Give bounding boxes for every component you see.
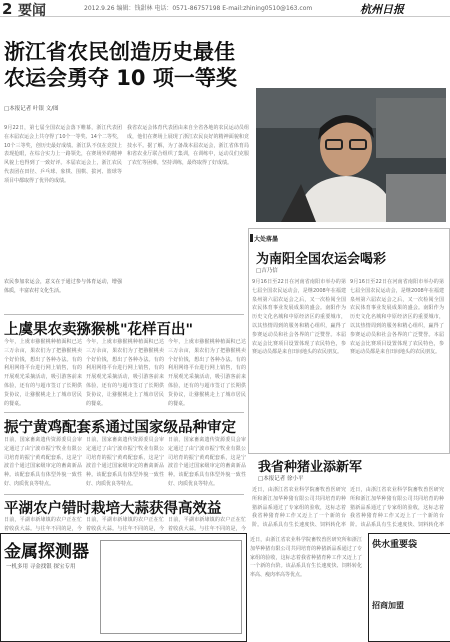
divider xyxy=(4,412,244,413)
garlic-body-col3: 日前，平湖市新埭镇的农户正在忙着收获大蒜。与往年不同的是，今 xyxy=(168,517,246,532)
garlic-headline: 平湖农户错时栽培大蒜获得高效益 xyxy=(4,501,222,517)
tech-body-col1: 近日，由浙江省农业科学院畜牧兽医研究所和浙江加华种猪有限公司共同培育的种猪新品系通过了专家组的验收，这标志着我省种猪育种工作又迈上了一个新的台阶。该品系具有生长速度快、饲料转化率 xyxy=(252,487,346,529)
masthead-meta: 2012.9.26 编辑：钱甜林 电话：0571-86757198 E-mail:zhining0510@163.com xyxy=(84,5,313,12)
divider xyxy=(4,494,244,495)
ad-left-subtitle: 一机多用 寻金找银 探宝专用 xyxy=(6,564,76,570)
essay-body-col1: 9月16日至22日在河南省南阳市举办的第七届全国农民运动会，是继2008年在福建泉州第六届农运会之后，又一次检阅全国农民体育事业发展成果的盛会。南阳作为历史文化名城和中原经济区的重要城市，以其热情周到的服务和精心组织，赢得了参赛运动员和社会各界的广泛赞誉。本届农运会比赛项目设置体现了农民特色，参赛运动员都是来自田间地头的农民朋友。 xyxy=(252,279,346,356)
essay-tag: 大处落墨 xyxy=(254,236,279,243)
garlic-body-col2: 日前，平湖市新埭镇的农户正在忙着收获大蒜。与往年不同的是，今 xyxy=(86,517,164,532)
lead-headline-line1: 浙江省农民创造历史最佳 xyxy=(4,40,235,64)
kiwi-body-col2: 今年，上虞市猕猴桃种植面积已达三万余亩，果农们为了把猕猴桃卖个好价钱，想出了各种办法。有的利用网络平台进行网上销售，有的开展观光采摘活动，吸引游客前来体验，还有的与超市签订了长期供货协议，让猕猴桃走上了城市居民的餐桌。 xyxy=(86,339,164,407)
lead-byline: □本报记者 叶银 文/图 xyxy=(4,106,59,112)
essay-tag-marker xyxy=(250,234,253,242)
chicken-body-col3: 日前，国家畜禽遗传资源委员会审定通过了由宁波市振宁牧业有限公司培育的振宁黄鸡配套系，这是宁波首个通过国家级审定的畜禽新品种。该配套系具有体型外貌一致性好、肉质优良等特点。 xyxy=(168,437,246,487)
lead-photo xyxy=(256,88,446,222)
section-title: 要闻 xyxy=(18,3,46,19)
ad-right-subtitle: 招商加盟 xyxy=(372,601,404,610)
chicken-body-col2: 日前，国家畜禽遗传资源委员会审定通过了由宁波市振宁牧业有限公司培育的振宁黄鸡配套系，这是宁波首个通过国家级审定的畜禽新品种。该配套系具有体型外貌一致性好、肉质优良等特点。 xyxy=(86,437,164,487)
kiwi-body-col1: 今年，上虞市猕猴桃种植面积已达三万余亩，果农们为了把猕猴桃卖个好价钱，想出了各种办法。有的利用网络平台进行网上销售，有的开展观光采摘活动，吸引游客前来体验，还有的与超市签订了长期供货协议，让猕猴桃走上了城市居民的餐桌。 xyxy=(4,339,82,407)
ad-right-headline: 供水重要袋 xyxy=(372,540,418,550)
paper-logo: 杭州日报 xyxy=(360,3,404,16)
page-number: 2 xyxy=(2,0,13,18)
lead-body-col2: 我省农运会体育代表团由来自全省各地的农民运动员组成，他们在赛场上展现了浙江农民良好的精神面貌和竞技水平。据了解，为了备战本届农运会，浙江省体育局和省农业厅联合组织了集训，在训练中，运动员们克服了农忙等困难，坚持训练，最终取得了好成绩。 xyxy=(127,125,249,167)
lead-headline-line2: 农运会勇夺 10 项一等奖 xyxy=(4,66,237,90)
chicken-headline: 振宁黄鸡配套系通过国家级品种审定 xyxy=(4,420,236,436)
chicken-body-col1: 日前，国家畜禽遗传资源委员会审定通过了由宁波市振宁牧业有限公司培育的振宁黄鸡配套系，这是宁波首个通过国家级审定的畜禽新品种。该配套系具有体型外貌一致性好、肉质优良等特点。 xyxy=(4,437,82,487)
ad-left-image xyxy=(100,540,242,634)
kiwi-headline: 上虞果农卖猕猴桃"花样百出" xyxy=(4,322,194,338)
tech-byline: □本报记者 徐小平 xyxy=(258,476,304,482)
essay-byline: □吉乃信 xyxy=(256,268,278,274)
garlic-body-col1: 日前，平湖市新埭镇的农户正在忙着收获大蒜。与往年不同的是，今 xyxy=(4,517,82,532)
kiwi-body-col3: 今年，上虞市猕猴桃种植面积已达三万余亩，果农们为了把猕猴桃卖个好价钱，想出了各种办法。有的利用网络平台进行网上销售，有的开展观光采摘活动，吸引游客前来体验，还有的与超市签订了长期供货协议，让猕猴桃走上了城市居民的餐桌。 xyxy=(168,339,246,407)
essay-body-col2: 9月16日至22日在河南省南阳市举办的第七届全国农民运动会，是继2008年在福建泉州第六届农运会之后，又一次检阅全国农民体育事业发展成果的盛会。南阳作为历史文化名城和中原经济区的重要城市，以其热情周到的服务和精心组织，赢得了参赛运动员和社会各界的广泛赞誉。本届农运会比赛项目设置体现了农民特色，参赛运动员都是来自田间地头的农民朋友。 xyxy=(350,279,444,356)
essay-headline: 为南阳全国农运会喝彩 xyxy=(256,252,387,267)
tech-body-col2: 近日，由浙江省农业科学院畜牧兽医研究所和浙江加华种猪有限公司共同培育的种猪新品系通过了专家组的验收，这标志着我省种猪育种工作又迈上了一个新的台阶。该品系具有生长速度快、饲料转化率 xyxy=(350,487,444,529)
divider xyxy=(4,314,244,315)
ad-left-headline: 金属探测器 xyxy=(4,542,89,562)
ad-middle-text: 近日，由浙江省农业科学院畜牧兽医研究所和浙江加华种猪有限公司共同培育的种猪新品系通过了专家组的验收，这标志着我省种猪育种工作又迈上了一个新的台阶。该品系具有生长速度快、饲料转化率高、瘦肉率高等优点。 xyxy=(250,537,362,579)
lead-quote: 农民参加农运会，意义在于通过参与体育运动，增强体质，丰富农村文化生活。 xyxy=(4,279,122,294)
tech-headline: 我省种猪业添新军 xyxy=(258,460,363,475)
lead-body-col1: 9月22日，第七届全国农运会落下帷幕，浙江代表团在本届农运会上共夺得了10个一等奖、14个二等奖，10个三等奖，创历史最好成绩。浙江队不仅在竞技上表现抢眼，在综合实力上一路领先，在赛场外的精神风貌上也得到了一致好评。本届农运会上，浙江农民代表团在田径、乒乓球、象棋、围棋、拔河、篮球等项目中都取得了优异的成绩。 xyxy=(4,125,122,184)
